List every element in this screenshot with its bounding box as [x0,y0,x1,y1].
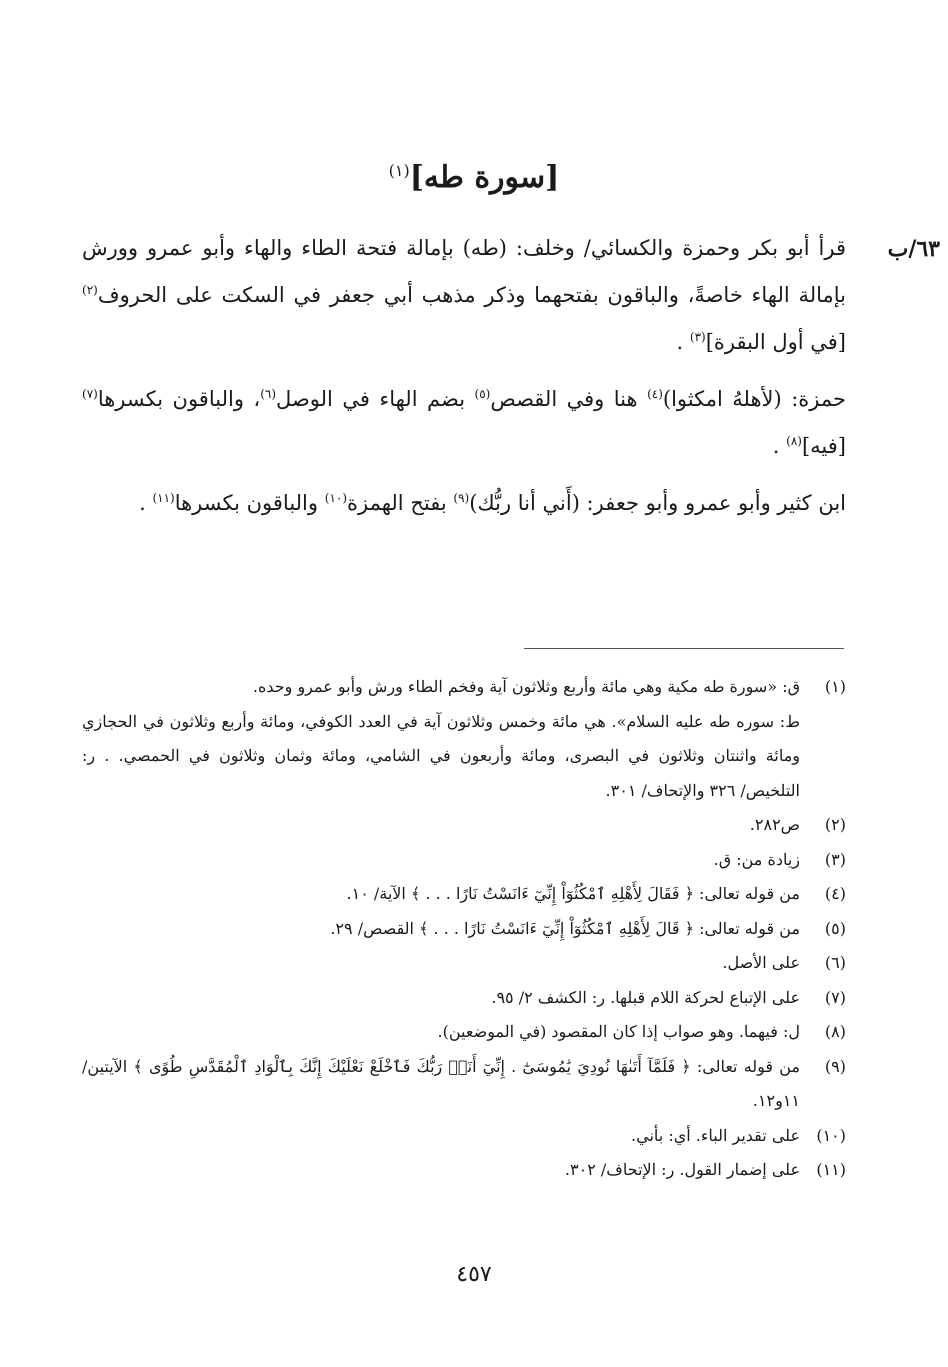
page-number: ٤٥٧ [456,1262,492,1287]
footnote-text: على الأصل. [722,953,800,972]
paragraph-3 [82,480,846,527]
paragraph-1 [82,225,846,366]
paragraph-text: ابن كثير وأبو عمرو وأبو جعفر: (أَني أنا ربُّك) [469,491,846,515]
paragraph-text: حمزة: (لأهلهُ امكثوا) [662,387,846,411]
manuscript-folio-marker: ٦٣/ب [887,236,940,262]
footnote-ref: (١٠) [324,491,347,505]
footnote-ref: (١١) [152,491,175,505]
main-text [82,225,846,537]
footnote-text: ط: سوره طه عليه السلام». هي مائة وخمس وثلاثون آية في العدد الكوفي، ومائة وأربع وثلاثون في الحجازي ومائة واثنتان وثلاثون في البصرى، ومائة وأربعون في الشامي، ومائة وثمان وثلاثون في الحمصي. . ر: التلخيص/ ٣٢٦ والإتحاف/ ٣٠١. [82,711,800,800]
paragraph-text: [في أول البقرة] [705,330,846,354]
footnote [82,670,846,705]
footnote-ref: (٢) [82,283,98,297]
footnote-text: ل: فيهما. وهو صواب إذا كان المقصود (في الموضعين). [437,1022,800,1041]
footnote-number: (١٠) [816,1125,846,1145]
footnote-ref: (٧) [82,387,98,401]
footnote [82,808,846,843]
footnote-number: (٥) [824,918,846,938]
paragraph-text: . [139,491,146,515]
paragraph-text: هنا وفي القصص [490,387,638,411]
footnote-ref: (٥) [474,387,491,401]
footnote-ref: (٨) [786,434,802,448]
paragraph-text: . [676,330,684,354]
footnote-text: من قوله تعالى: ﴿ فَلَمَّآ أَتَىٰهَا نُودِيَ يَٰمُوسَىٰٓ . إِنِّيٓ أَنَا۠ رَبُّكَ فَٱخْلَعْ نَعْلَيْكَ إِنَّكَ بِٱلْوَادِ ٱلْمُقَدَّسِ طُوًى ﴾ الآيتين/ ١١و١٢. [82,1056,800,1110]
footnote [82,1050,846,1119]
footnote-number: (٦) [824,953,846,972]
paragraph-text: والباقون بكسرها [174,491,319,515]
footnote-ref: (٤) [647,387,663,401]
paragraph-text: [فيه] [801,434,846,458]
footnote-text: زيادة من: ق. [713,849,800,869]
footnote [82,912,846,947]
footnote-ref: (٣) [689,330,706,344]
footnote-divider [524,648,844,649]
footnote-number: (٨) [824,1022,846,1041]
footnote [82,1119,846,1154]
footnote-text: ق: «سورة طه مكية وهي مائة وأربع وثلاثون آية وفخم الطاء ورش وأبو عمرو وحده. [252,677,800,696]
footnote [82,981,846,1016]
footnote-number: (٧) [824,987,846,1007]
footnote-number: (١١) [816,1160,846,1179]
footnote-text: على إضمار القول. ر: الإتحاف/ ٣٠٢. [564,1160,800,1179]
footnote [82,705,846,809]
paragraph-text: قرأ أبو بكر وحمزة والكسائي/ وخلف: (طه) بإمالة فتحة الطاء والهاء وأبو عمرو وورش بإمالة الهاء خاصةً، والباقون بفتحهما وذكر مذهب أبي جعفر في السكت على الحروف [82,236,846,307]
footnote-number: (١) [824,677,846,696]
paragraph-text: . [772,434,780,458]
footnote [82,877,846,912]
footnote [82,1153,846,1188]
footnote [82,1015,846,1050]
footnote-number: (٤) [824,884,846,903]
surah-title: [سورة طه] [409,160,560,195]
footnote [82,946,846,981]
paragraph-text: بفتح الهمزة [347,491,447,515]
footnote-ref: (٩) [453,491,470,505]
paragraph-text: ، والباقون بكسرها [97,387,261,411]
footnote-text: من قوله تعالى: ﴿ قَالَ لِأَهْلِهِ ٱمْكُثُوٓاْ إِنِّيٓ ءَانَسْتُ نَارًا . . . ﴾ القصص/ ٢٩. [330,918,800,938]
surah-heading [0,160,948,195]
footnote-number: (٩) [824,1056,846,1076]
footnote-ref: (٦) [260,387,277,401]
paragraph-2 [82,376,846,470]
footnote-number: (٣) [824,849,846,869]
footnote-text: من قوله تعالى: ﴿ فَقَالَ لِأَهْلِهِ ٱمْكُثُوٓاْ إِنِّيٓ ءَانَسْتُ نَارًا . . . ﴾ الآية/ ١٠. [346,884,800,903]
footnote-ref: (١) [388,161,410,180]
footnote-text: ص٢٨٢. [749,815,800,834]
footnote-text: على تقدير الباء. أي: بأني. [631,1125,800,1145]
footnote [82,843,846,878]
footnote-number [800,705,846,809]
footnotes [82,670,846,1188]
footnote-text: على الإتباع لحركة اللام قبلها. ر: الكشف ٢/ ٩٥. [491,987,800,1007]
paragraph-text: بضم الهاء في الوصل [276,387,466,411]
footnote-number: (٢) [824,815,846,834]
